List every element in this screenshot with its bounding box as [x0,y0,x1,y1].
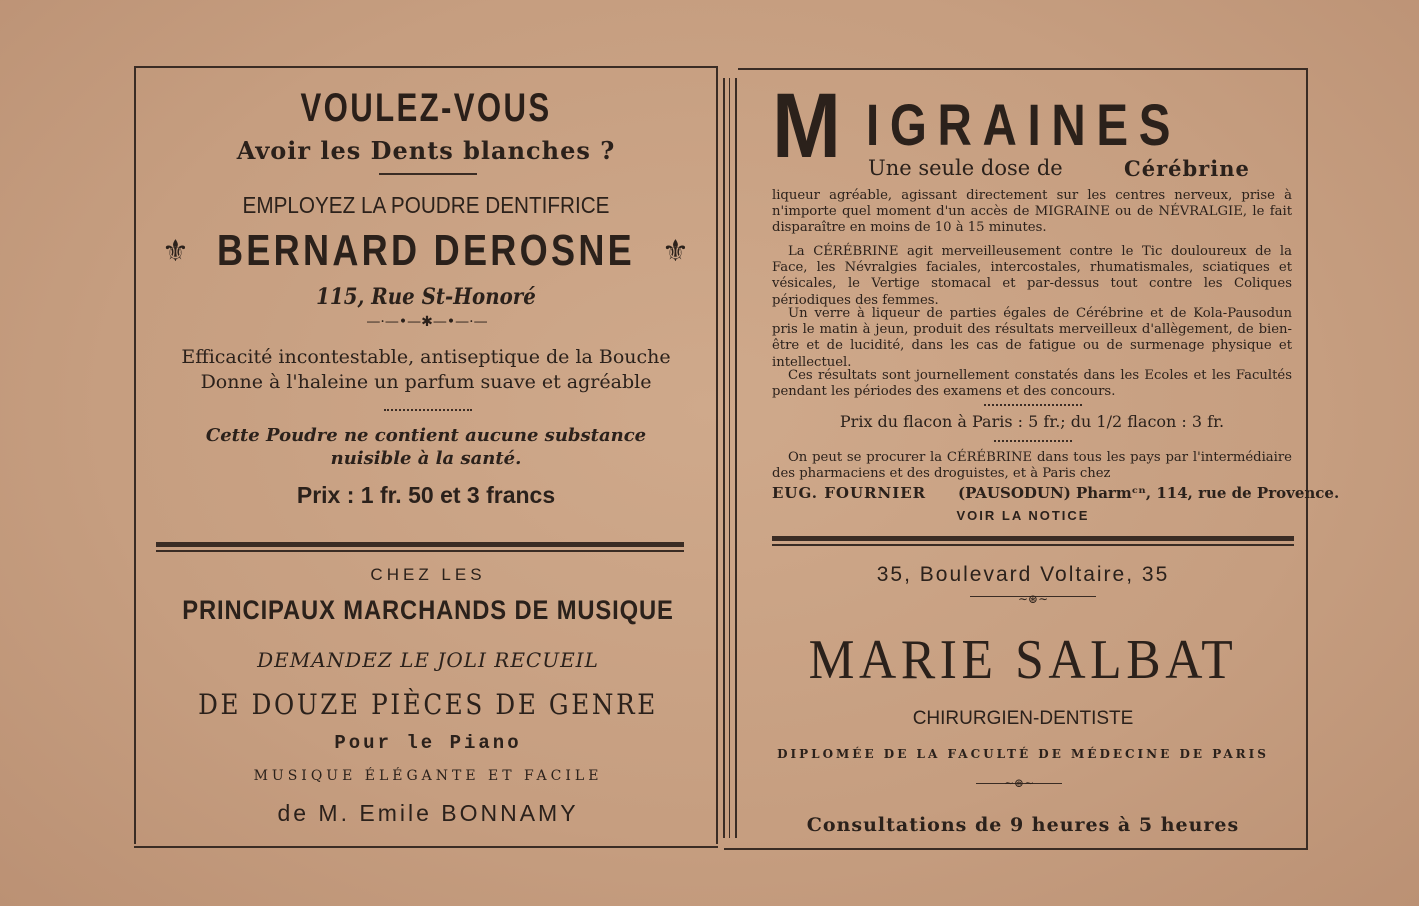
music-ad [136,555,720,845]
ad-headline: VOULEZ-VOUS [300,86,552,130]
right-bottom-rule [724,848,1308,850]
ornament-divider: —·—•—✱—•—·— [366,314,488,330]
dentist-hours: Consultations de 9 heures à 5 heures [806,814,1240,836]
ask-line: DEMANDEZ LE JOLI RECUEIL [257,648,599,672]
chez-les: CHEZ LES [370,565,486,584]
seller-address: (PAUSODUN) Pharmᶜⁿ, 114, rue de Provence. [958,484,1340,502]
piano-line: Pour le Piano [334,732,522,754]
paragraph-5: On peut se procurer la CÉRÉBRINE dans tous les pays par l'intermédiaire des pharmaciens et des droguistes, et à Paris chez [772,450,1292,482]
wavy-divider-1 [984,400,1082,406]
author-line: de M. Emile BONNAMY [277,800,579,826]
left-bottom-rule [134,846,718,848]
ornament-flourish-2: ∼⊛∼ [1004,776,1035,790]
paragraph-1: liqueur agréable, agissant directement sur les centres nerveux, prise à n'importe quel moment d'un accès de MIGRAINE ou de NÉVRALGIE, le fait disparaître en moins de 10 à 15 minutes. [772,188,1292,236]
pieces-line: DE DOUZE PIÈCES DE GENRE [198,688,658,721]
left-thin-rule [156,550,684,552]
safety-note-2: nuisible à la santé. [330,448,522,469]
merchants-line: PRINCIPAUX MARCHANDS DE MUSIQUE [182,595,674,625]
center-divider-3 [735,78,737,838]
migraine-ad [772,75,1340,536]
fleur-left-icon: ⚜ [162,234,189,269]
dentist-diploma: DIPLOMÉE DE LA FACULTÉ DE MÉDECINE DE PARIS [777,747,1269,761]
breath-line: Donne à l'haleine un parfum suave et agréable [200,371,652,393]
toothpowder-ad [136,66,716,536]
wavy-divider [384,405,472,411]
brand-name: BERNARD DEROSNE [216,226,636,275]
notice-line: VOIR LA NOTICE [956,508,1090,523]
dentist-role: CHIRURGIEN-DENTISTE [912,708,1134,729]
left-heavy-rule [156,542,684,547]
paragraph-2: La CÉRÉBRINE agit merveilleusement contre le Tic douloureux de la Face, les Névralgies faciales, intercostales, rhumatismales, sciatiques et vésicales, le Vertige stomacal et par-dessus tout contre les Coliques périodiques des femmes. [772,244,1292,308]
center-divider-2 [729,78,730,838]
safety-note-1: Cette Poudre ne contient aucune substance [205,425,647,446]
dentist-name: MARIE SALBAT [808,629,1238,691]
music-line: MUSIQUE ÉLÉGANTE ET FACILE [253,768,603,784]
seller-name: EUG. FOURNIER [772,484,927,502]
ad-subheadline: Avoir les Dents blanches ? [236,136,616,165]
wavy-divider-2 [994,436,1072,442]
efficacy-line: Efficacité incontestable, antiseptique de la Bouche [181,346,671,368]
paragraph-4: Ces résultats sont journellement constatés dans les Ecoles et les Facultés pendant les périodes des examens et des concours. [772,368,1292,400]
price-line: Prix du flacon à Paris : 5 fr.; du 1/2 flacon : 3 fr. [839,412,1225,431]
right-heavy-rule [772,536,1294,541]
employ-line: EMPLOYEZ LA POUDRE DENTIFRICE [242,192,610,218]
ornament-flourish-1: ∼⊛∼ [1018,592,1049,606]
center-divider-1 [723,78,725,838]
fleur-right-icon: ⚜ [662,234,689,269]
paragraph-3: Un verre à liqueur de parties égales de Cérébrine et de Kola-Pausodun pris le matin à jeun, produit des résultats merveilleux d'allègement, de bien-être et de lucidité, dans les cas de fatigue ou de surmenage physique et intellectuel. [772,306,1292,370]
brand-address: 115, Rue St-Honoré [316,284,536,310]
dentist-address: 35, Boulevard Voltaire, 35 [876,563,1170,586]
drop-cap: M [772,75,841,177]
right-thin-rule [772,544,1294,546]
tagline-a: Une seule dose de [868,156,1063,180]
short-divider [379,173,477,175]
price-line: Prix : 1 fr. 50 et 3 francs [296,482,556,508]
title-rest: IGRAINES [866,93,1182,158]
tagline-b: Cérébrine [1124,156,1250,181]
dentist-ad [740,550,1306,845]
